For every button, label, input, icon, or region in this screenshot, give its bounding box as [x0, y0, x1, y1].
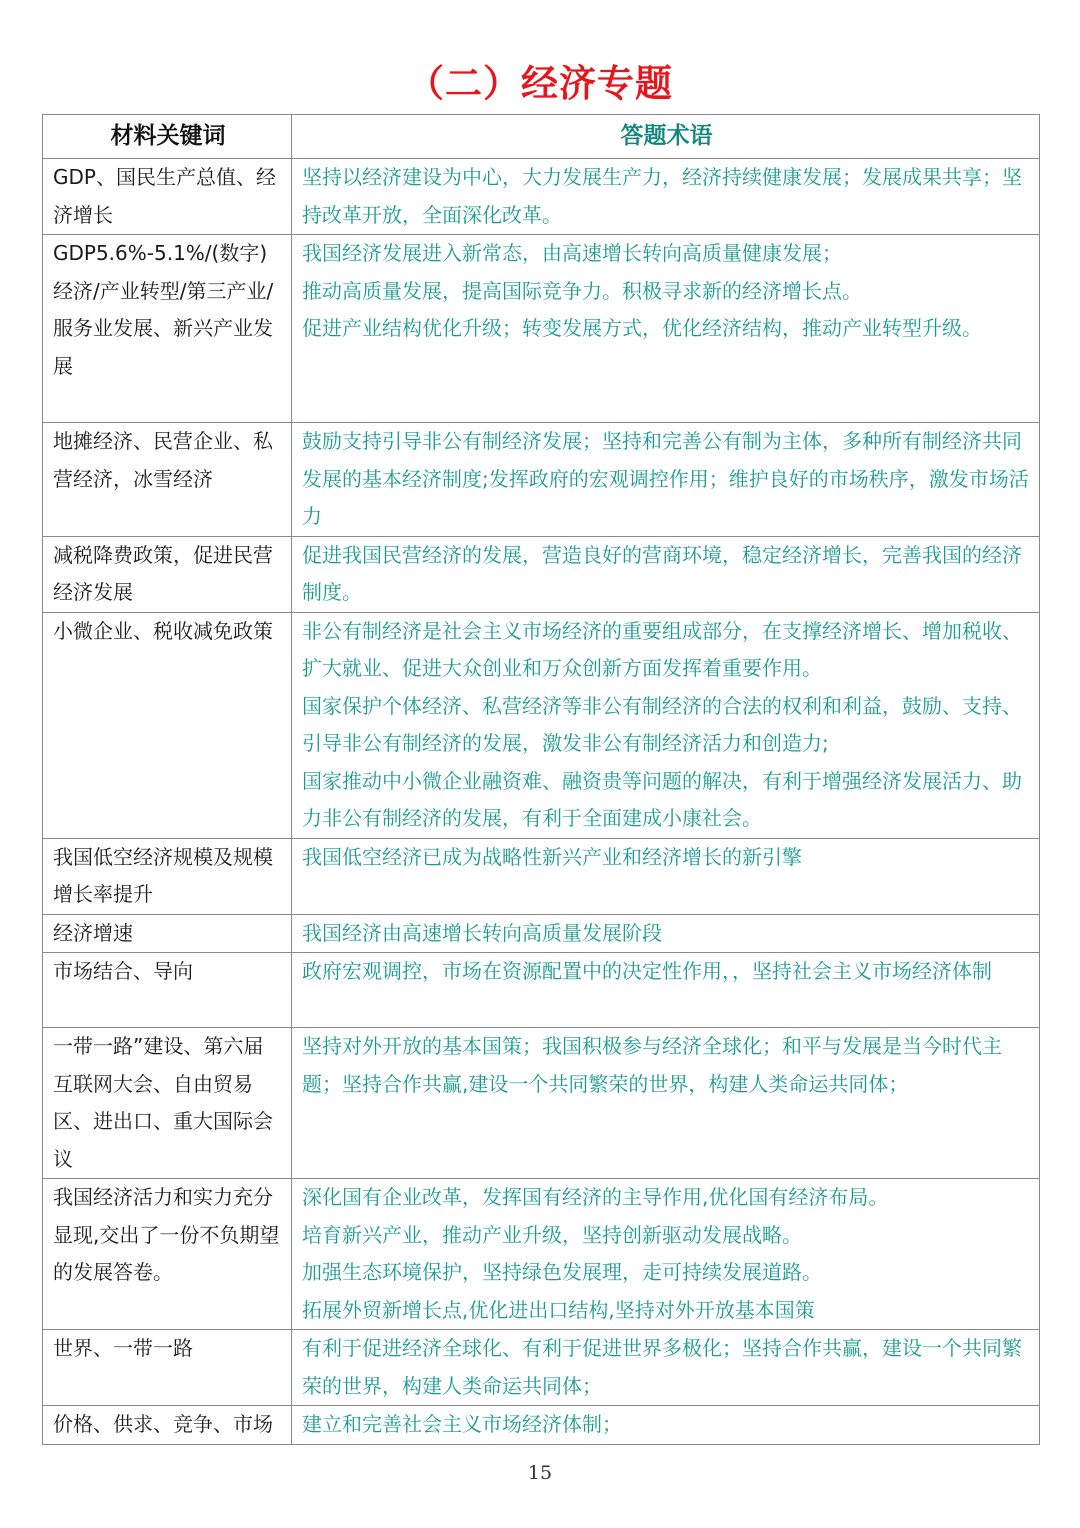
answer-text: 拓展外贸新增长点,优化进出口结构,坚持对外开放基本国策 [302, 1297, 815, 1322]
keyword-text: GDP5.6%-5.1%/(数字)经济/产业转型/第三产业/服务业发展、新兴产业发展 [53, 241, 274, 378]
answer-cell [292, 838, 1040, 914]
answer-text: 坚持以经济建设为中心，大力发展生产力，经济持续健康发展；发展成果共享；坚持改革开放，全面深化改革。 [302, 165, 1022, 227]
table-row [43, 235, 1040, 423]
table-row [43, 536, 1040, 612]
keyword-text: 我国低空经济规模及规模增长率提升 [53, 844, 273, 906]
keyword-cell [43, 1406, 292, 1445]
answer-text: 坚持对外开放的基本国策；我国积极参与经济全球化；和平与发展是当今时代主题；坚持合作共赢,建设一个共同繁荣的世界，构建人类命运共同体； [302, 1034, 1002, 1096]
header-answers: 答题术语 [292, 115, 1040, 159]
page-number: 15 [527, 1462, 553, 1484]
table-row [43, 1028, 1040, 1179]
answer-text: 促进我国民营经济的发展，营造良好的营商环境，稳定经济增长，完善我国的经济制度。 [302, 542, 1022, 604]
keyword-cell [43, 1028, 292, 1179]
table-row [43, 1179, 1040, 1330]
table-row [43, 612, 1040, 838]
table-row [43, 838, 1040, 914]
table-row [43, 1330, 1040, 1406]
answer-text: 我国低空经济已成为战略性新兴产业和经济增长的新引擎 [302, 844, 802, 869]
answer-text: 深化国有企业改革，发挥国有经济的主导作用,优化国有经济布局。 [302, 1185, 889, 1209]
keyword-cell [43, 1330, 292, 1406]
answer-text: 我国经济由高速增长转向高质量发展阶段 [302, 920, 662, 945]
keyword-cell [43, 235, 292, 423]
answer-cell [292, 423, 1040, 537]
answer-text: 推动高质量发展，提高国际竞争力。积极寻求新的经济增长点。 [302, 278, 862, 303]
table-row [43, 159, 1040, 235]
answer-cell [292, 159, 1040, 235]
table-row [43, 423, 1040, 537]
keyword-cell [43, 914, 292, 953]
keyword-cell [43, 612, 292, 838]
answer-text: 政府宏观调控，市场在资源配置中的决定性作用，，坚持社会主义市场经济体制 [302, 959, 992, 983]
answer-cell [292, 1330, 1040, 1406]
keyword-cell [43, 159, 292, 235]
keyword-answer-table [42, 114, 1040, 1445]
keyword-text: 我国经济活力和实力充分显现,交出了一份不负期望的发展答卷。 [53, 1185, 280, 1284]
answer-text: 非公有制经济是社会主义市场经济的重要组成部分，在支撑经济增长、增加税收、扩大就业、促进大众创业和万众创新方面发挥着重要作用。 [302, 618, 1022, 680]
table-row [43, 914, 1040, 953]
answer-text: 促进产业结构优化升级；转变发展方式，优化经济结构，推动产业转型升级。 [302, 316, 982, 340]
table-row [43, 1406, 1040, 1445]
keyword-text: 价格、供求、竞争、市场 [53, 1412, 273, 1436]
keyword-text: 市场结合、导向 [53, 959, 193, 983]
keyword-cell [43, 423, 292, 537]
answer-cell [292, 1179, 1040, 1330]
keyword-text: 世界、一带一路 [53, 1336, 193, 1360]
answer-cell [292, 1406, 1040, 1445]
keyword-cell [43, 1179, 292, 1330]
answer-text: 国家保护个体经济、私营经济等非公有制经济的合法的权利和利益，鼓励、支持、引导非公有制经济的发展，激发非公有制经济活力和创造力; [302, 693, 1022, 755]
answer-text: 建立和完善社会主义市场经济体制； [302, 1412, 622, 1436]
keyword-text: 减税降费政策，促进民营经济发展 [53, 542, 273, 604]
keyword-text: 一带一路”建设、第六届互联网大会、自由贸易区、进出口、重大国际会议 [53, 1034, 273, 1171]
table-body [43, 159, 1040, 1445]
header-keywords: 材料关键词 [43, 115, 292, 159]
answer-text: 国家推动中小微企业融资难、融资贵等问题的解决，有利于增强经济发展活力、助力非公有制经济的发展，有利于全面建成小康社会。 [302, 768, 1022, 830]
answer-cell [292, 235, 1040, 423]
answer-cell [292, 536, 1040, 612]
answer-text: 培育新兴产业，推动产业升级，坚持创新驱动发展战略。 [302, 1222, 802, 1247]
answer-cell [292, 953, 1040, 1028]
keyword-cell [43, 953, 292, 1028]
answer-cell [292, 1028, 1040, 1179]
answer-cell [292, 612, 1040, 838]
answer-text: 鼓励支持引导非公有制经济发展；坚持和完善公有制为主体，多种所有制经济共同发展的基本经济制度;发挥政府的宏观调控作用；维护良好的市场秩序，激发市场活力 [302, 429, 1029, 528]
keyword-cell [43, 536, 292, 612]
keyword-text: 小微企业、税收减免政策 [53, 618, 273, 643]
answer-text: 我国经济发展进入新常态，由高速增长转向高质量健康发展； [302, 241, 842, 265]
section-title: （二）经济专题 [407, 62, 673, 105]
keyword-text: GDP、国民生产总值、经济增长 [53, 165, 276, 227]
answer-text: 加强生态环境保护，坚持绿色发展理，走可持续发展道路。 [302, 1260, 822, 1284]
answer-text: 有利于促进经济全球化、有利于促进世界多极化；坚持合作共赢，建设一个共同繁荣的世界，构建人类命运共同体； [302, 1336, 1022, 1398]
table-row [43, 953, 1040, 1028]
keyword-text: 地摊经济、民营企业、私营经济，冰雪经济 [53, 429, 273, 491]
keyword-text: 经济增速 [53, 920, 133, 945]
answer-cell [292, 914, 1040, 953]
keyword-cell [43, 838, 292, 914]
